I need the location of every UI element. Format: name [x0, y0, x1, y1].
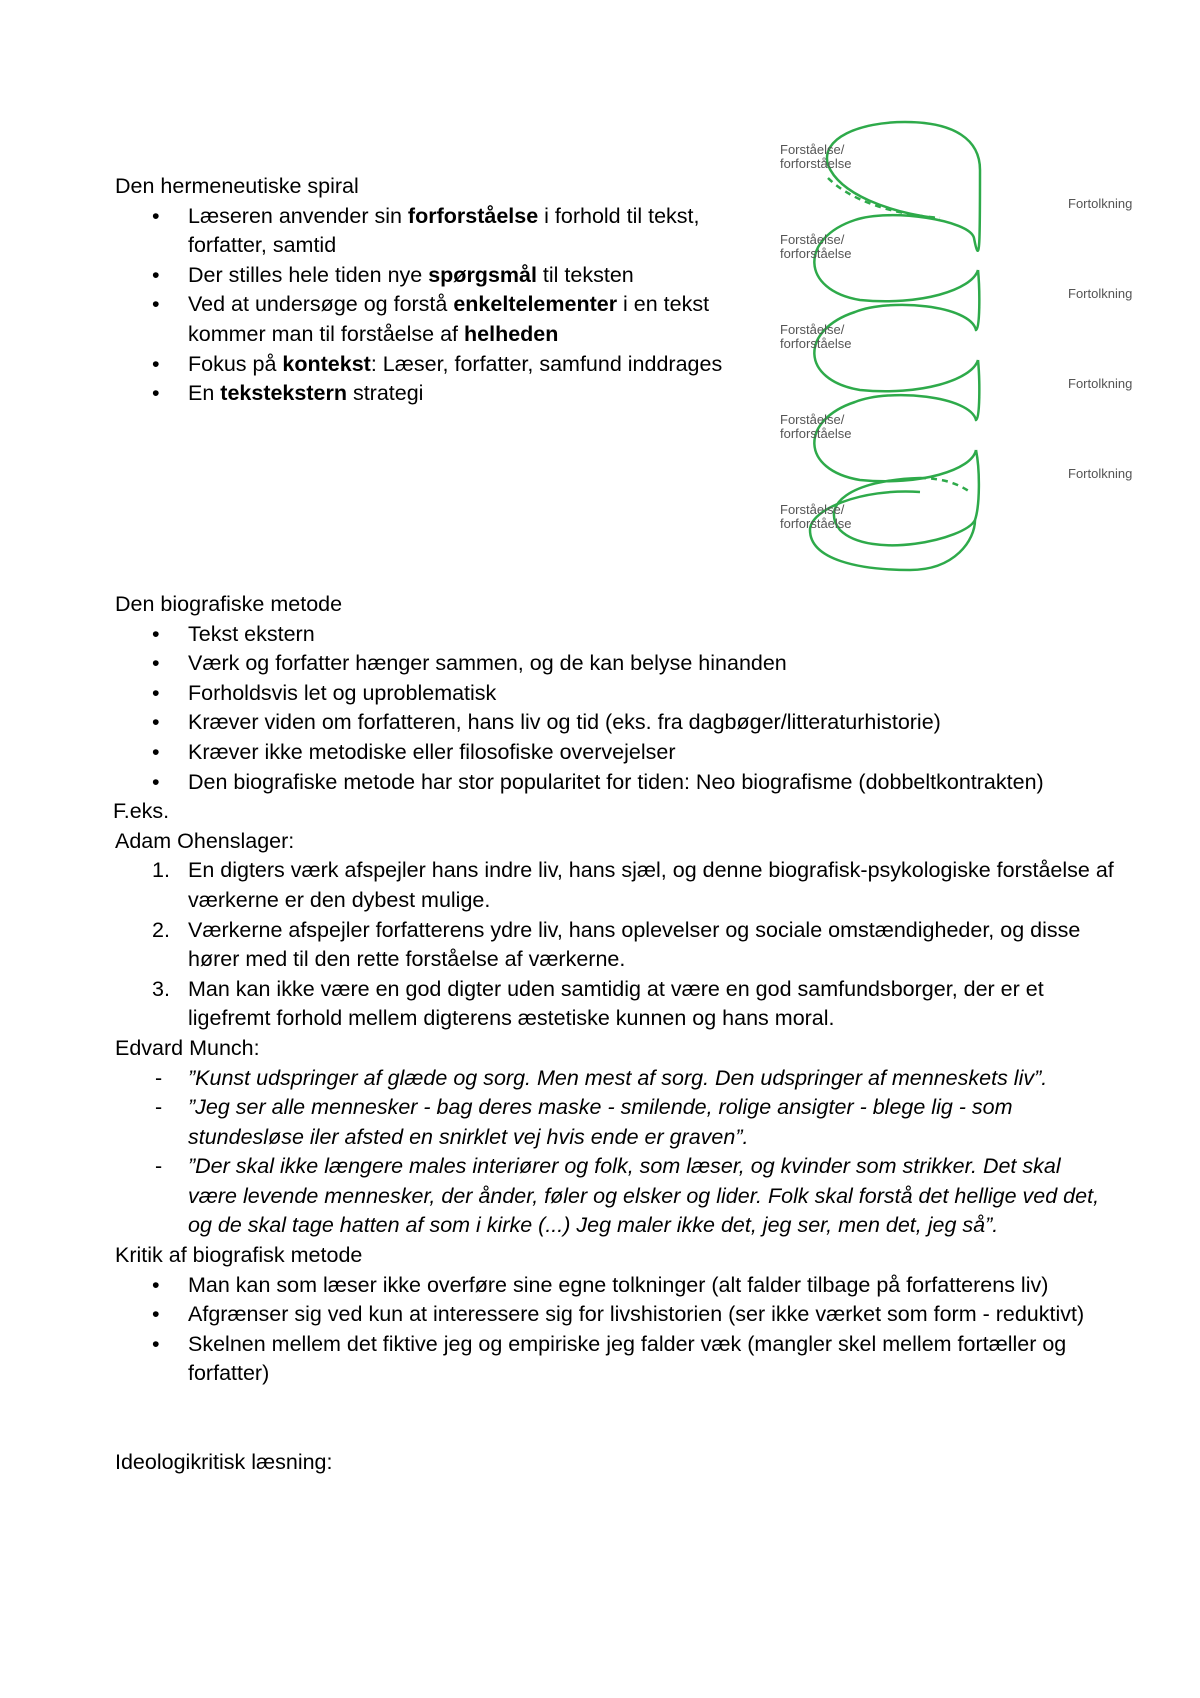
- understanding-label-line1: Forståelse/: [780, 412, 845, 427]
- biographical-heading: Den biografiske metode: [115, 592, 343, 616]
- bold-term: spørgsmål: [428, 262, 537, 287]
- spiral-bullet: [115, 202, 755, 261]
- text-run: Læseren anvender sin: [188, 203, 408, 228]
- bold-term: kontekst: [282, 351, 371, 376]
- bold-term: tekstekstern: [220, 381, 347, 406]
- text-run: Der stilles hele tiden nye: [188, 262, 429, 287]
- interpretation-label: Fortolkning: [1068, 376, 1133, 391]
- critique-heading: Kritik af biografisk metode: [115, 1243, 363, 1268]
- bold-term: helheden: [464, 321, 559, 346]
- spiral-labels: [780, 142, 1132, 531]
- critique-bullet: • Man kan som læser ikke overføre sine egne tolkninger (alt falder tilbage på forfatterens liv): [115, 1271, 1115, 1301]
- interpretation-label: Fortolkning: [1068, 286, 1133, 301]
- spiral-section: [115, 172, 755, 409]
- list-number: 3.: [152, 976, 170, 1001]
- biographical-bullet: • Forholdsvis let og uproblematisk: [115, 679, 1115, 709]
- text-run: strategi: [346, 381, 424, 406]
- understanding-label-line1: Forståelse/: [780, 232, 845, 247]
- text-run: Ved at undersøge og forstå: [188, 292, 454, 317]
- ohenslager-point: [115, 916, 1115, 975]
- understanding-label-line1: Forståelse/: [780, 142, 845, 157]
- text-run: En: [188, 381, 221, 406]
- ohenslager-heading: Adam Ohenslager:: [115, 828, 295, 853]
- biographical-bullet: • Kræver viden om forfatteren, hans liv og tid (eks. fra dagbøger/litteraturhistorie): [115, 708, 1115, 738]
- spiral-heading: Den hermeneutiske spiral: [115, 174, 359, 198]
- hermeneutic-spiral-diagram: [780, 120, 1160, 610]
- ideology-heading: Ideologikritisk læsning:: [115, 1450, 333, 1475]
- critique-bullet: • Skelnen mellem det fiktive jeg og empiriske jeg falder væk (mangler skel mellem fortæller og forfatter): [115, 1330, 1115, 1389]
- spiral-bullet: [115, 290, 755, 349]
- understanding-label-line2: forforståelse: [780, 246, 852, 261]
- biographical-bullet: • Kræver ikke metodiske eller filosofiske overvejelser: [115, 738, 1115, 768]
- bold-term: forforståelse: [407, 203, 539, 228]
- spiral-bullet: [115, 350, 755, 380]
- ohenslager-numbered-list: [115, 856, 1115, 1034]
- munch-heading: Edvard Munch:: [115, 1035, 260, 1060]
- point-text: Man kan ikke være en god digter uden samtidig at være en god samfundsborger, der er et ligefremt forhold mellem digterens æstetiske kunnen og hans moral.: [188, 976, 1044, 1031]
- spiral-dash-bottom: [920, 478, 970, 492]
- text-run: til teksten: [536, 262, 634, 287]
- blank-space: [115, 1389, 1115, 1448]
- understanding-label-line2: forforståelse: [780, 156, 852, 171]
- munch-quote: - ”Kunst udspringer af glæde og sorg. Men mest af sorg. Den udspringer af menneskets liv”.: [115, 1064, 1115, 1094]
- interpretation-label: Fortolkning: [1068, 466, 1133, 481]
- understanding-label-line1: Forståelse/: [780, 502, 845, 517]
- munch-quote: - ”Der skal ikke længere males interiører og folk, som læser, og kvinder som strikker. Det skal være levende mennesker, der ånder, føler og elsker og lider. Folk skal forstå det hellige ved det, og de skal tage hatten af som i kirke (...) Jeg maler ikke det, jeg ser, men det, jeg så”.: [115, 1152, 1115, 1241]
- ohenslager-point: [115, 856, 1115, 915]
- understanding-label-line1: Forståelse/: [780, 322, 845, 337]
- critique-bullet-list: [115, 1271, 1115, 1389]
- text-run: : Læser, forfatter, samfund inddrages: [370, 351, 723, 376]
- biographical-bullet: • Den biografiske metode har stor popularitet for tiden: Neo biografisme (dobbeltkontrakten): [115, 768, 1115, 798]
- point-text: Værkerne afspejler forfatterens ydre liv, hans oplevelser og sociale omstændigheder, og disse hører med til den rette forståelse af værkerne.: [188, 917, 1081, 972]
- bold-term: enkeltelementer: [453, 292, 618, 317]
- spiral-bullet-list: [115, 202, 755, 409]
- text-run: i en tekst kommer man til forståelse af: [188, 292, 710, 346]
- biographical-bullet-list: [115, 620, 1115, 798]
- critique-bullet: • Afgrænser sig ved kun at interessere sig for livshistorien (ser ikke værket som form - reduktivt): [115, 1300, 1115, 1330]
- spiral-bullet: [115, 379, 755, 409]
- point-text: En digters værk afspejler hans indre liv, hans sjæl, og denne biografisk-psykologiske forståelse af værkerne er den dybest mulige.: [188, 858, 1114, 912]
- interpretation-label: Fortolkning: [1068, 196, 1133, 211]
- list-number: 2.: [152, 917, 170, 942]
- understanding-label-line2: forforståelse: [780, 516, 852, 531]
- understanding-label-line2: forforståelse: [780, 336, 852, 351]
- munch-quote-list: [115, 1064, 1115, 1242]
- biographical-section: [115, 590, 1115, 1478]
- understanding-label-line2: forforståelse: [780, 426, 852, 441]
- munch-quote: - ”Jeg ser alle mennesker - bag deres maske - smilende, rolige ansigter - blege lig - som stundesløse iler afsted en snirklet vej hvis ende er graven”.: [115, 1093, 1115, 1152]
- text-run: i forhold til tekst, forfatter, samtid: [188, 203, 700, 258]
- biographical-bullet: • Værk og forfatter hænger sammen, og de kan belyse hinanden: [115, 649, 1115, 679]
- ohenslager-point: [115, 975, 1115, 1034]
- list-number: 1.: [152, 858, 170, 883]
- text-run: Fokus på: [188, 351, 283, 376]
- spiral-bullet: [115, 261, 755, 291]
- spiral-dash-top: [828, 178, 940, 218]
- biographical-bullet: • Tekst ekstern: [115, 620, 1115, 650]
- example-label: F.eks.: [113, 799, 170, 824]
